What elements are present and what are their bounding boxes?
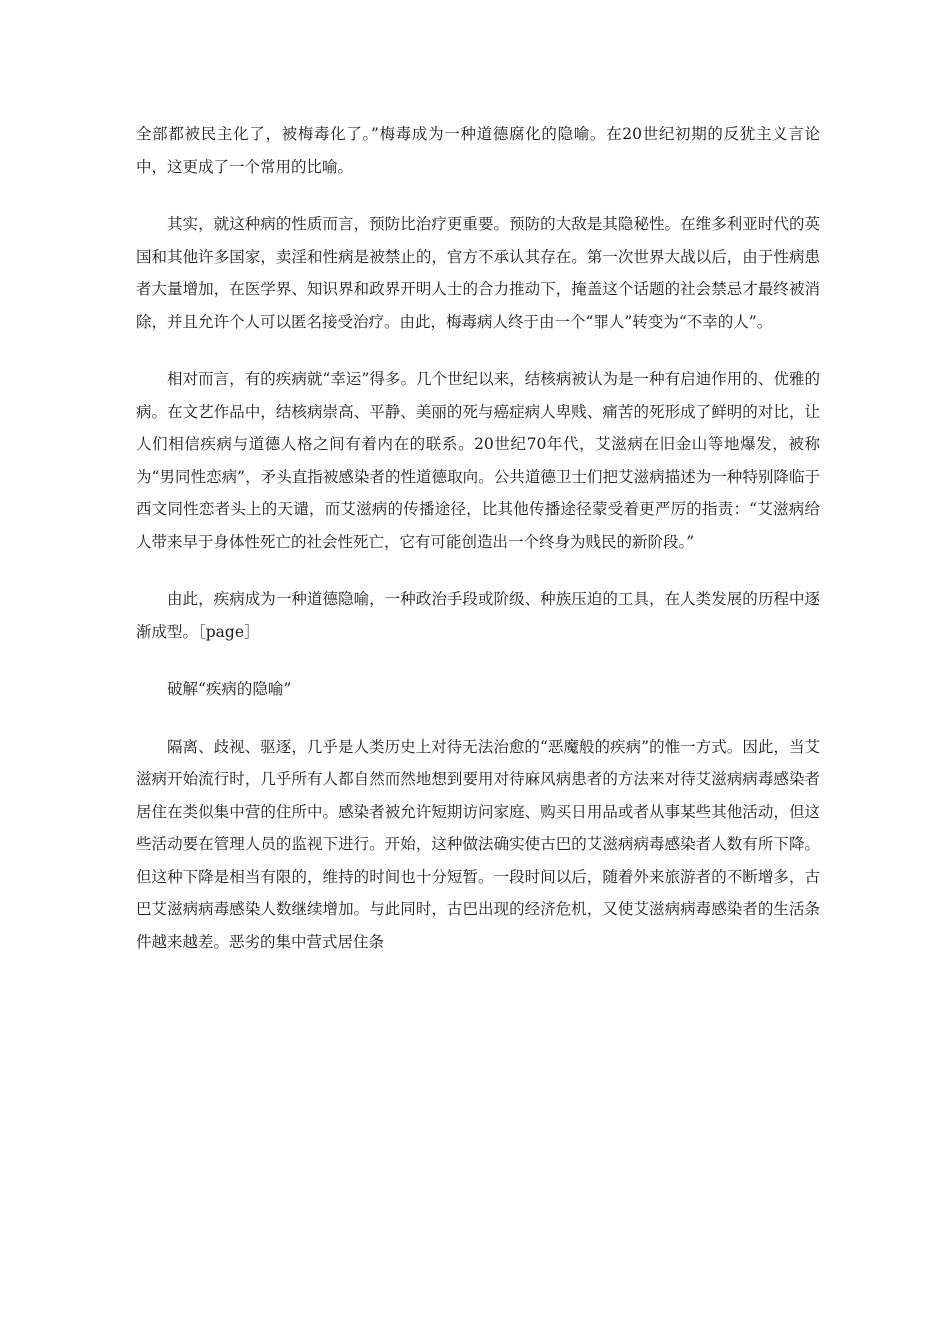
section-heading: 破解“疾病的隐喻” (167, 680, 292, 698)
paragraph-prevention: 其实，就这种病的性质而言，预防比治疗更重要。预防的大敌是其隐秘性。在维多利亚时代的英国和其他许多国家，卖淫和性病是被禁止的，官方不承认其存在。第一次世界大战以后，由于性病患者大量增加，在医学界、知识界和政界开明人士的合力推动下，掩盖这个话题的社会禁忌才最终被消除，并且允许个人可以匿名接受治疗。由此，梅毒病人终于由一个“罪人”转变为“不幸的人”。 (136, 215, 820, 331)
paragraph-isolation: 隔离、歧视、驱逐，几乎是人类历史上对待无法治愈的“恶魔般的疾病”的惟一方式。因此，当艾滋病开始流行时，几乎所有人都自然而然地想到要用对待麻风病患者的方法来对待艾滋病病毒感染者居住在类似集中营的住所中。感染者被允许短期访问家庭、购买日用品或者从事某些其他活动，但这些活动要在管理人员的监视下进行。开始，这种做法确实使古巴的艾滋病病毒感染者人数有所下降。但这种下降是相当有限的，维持的时间也十分短暂。一段时间以后，随着外来旅游者的不断增多，古巴艾滋病病毒感染人数继续增加。与此同时，古巴出现的经济危机，又使艾滋病病毒感染者的生活条件越来越差。恶劣的集中营式居住条 (136, 737, 820, 951)
document-body (136, 118, 820, 958)
paragraph-syphilis-metaphor: 全部都被民主化了，被梅毒化了。”梅毒成为一种道德腐化的隐喻。在20世纪初期的反犹主义言论中，这更成了一个常用的比喻。 (136, 125, 820, 176)
paragraph-tuberculosis-aids: 相对而言，有的疾病就“幸运”得多。几个世纪以来，结核病被认为是一种有启迪作用的、优雅的病。在文艺作品中，结核病崇高、平静、美丽的死与癌症病人卑贱、痛苦的死形成了鲜明的对比，让人们相信疾病与道德人格之间有着内在的联系。20世纪70年代，艾滋病在旧金山等地爆发，被称为“男同性恋病”，矛头直指被感染者的性道德取向。公共道德卫士们把艾滋病描述为一种特别降临于西文同性恋者头上的天谴，而艾滋病的传播途径，比其他传播途径蒙受着更严厉的指责：“艾滋病给人带来早于身体性死亡的社会性死亡，它有可能创造出一个终身为贱民的新阶段。” (136, 370, 820, 551)
paragraph-moral-metaphor: 由此，疾病成为一种道德隐喻，一种政治手段或阶级、种族压迫的工具，在人类发展的历程中逐渐成型。［page］ (136, 590, 820, 641)
